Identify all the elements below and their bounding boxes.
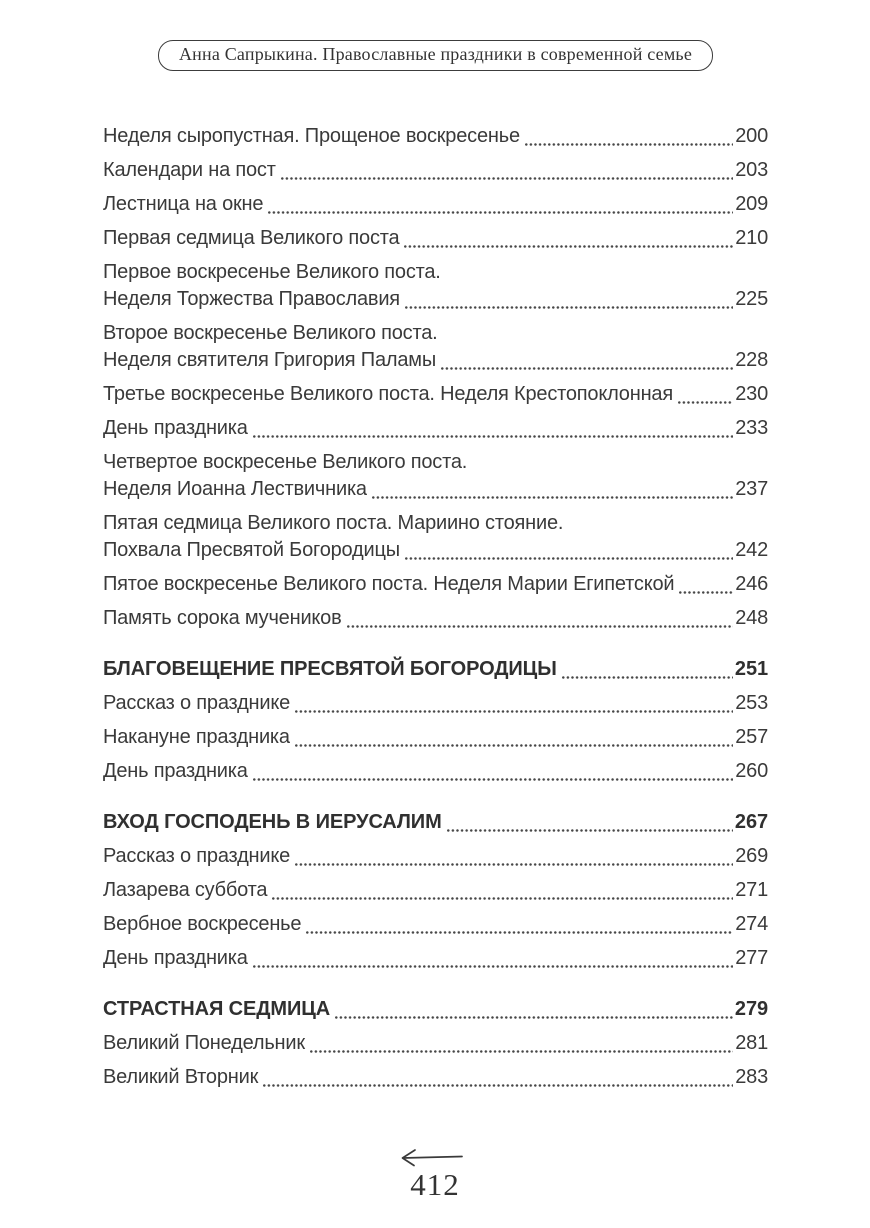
leader-dots bbox=[305, 1030, 735, 1057]
toc-entry-page: 281 bbox=[735, 1032, 768, 1054]
toc-entry-page: 233 bbox=[735, 417, 768, 439]
toc-entry[interactable] bbox=[103, 259, 768, 313]
leader-dots bbox=[342, 605, 736, 632]
toc-entry-row bbox=[103, 656, 768, 683]
toc-entry-line: Четвертое воскресенье Великого поста. bbox=[103, 451, 468, 473]
toc-entry-title: Рассказ о празднике bbox=[103, 692, 291, 714]
toc-entry-title: ВХОД ГОСПОДЕНЬ В ИЕРУСАЛИМ bbox=[103, 811, 442, 833]
toc-entry-page: 260 bbox=[735, 760, 768, 782]
toc-entry-page: 210 bbox=[735, 227, 768, 249]
toc-entry-page: 248 bbox=[735, 607, 768, 629]
leader-dots bbox=[400, 537, 735, 564]
running-header bbox=[158, 40, 713, 71]
toc-entry-page: 251 bbox=[734, 658, 768, 680]
running-header-wrap bbox=[103, 40, 768, 71]
toc-entry-title: Лестница на окне bbox=[103, 193, 264, 215]
toc-entry-page: 230 bbox=[735, 383, 768, 405]
leader-dots bbox=[301, 911, 735, 938]
toc-entry-page: 200 bbox=[735, 125, 768, 147]
toc-entry-row bbox=[103, 877, 768, 904]
leader-dots bbox=[267, 877, 735, 904]
toc-entry-title: СТРАСТНАЯ СЕДМИЦА bbox=[103, 998, 331, 1020]
toc-entry-row bbox=[103, 690, 768, 717]
toc-entry-page: 269 bbox=[735, 845, 768, 867]
toc-entry[interactable] bbox=[103, 1030, 768, 1057]
toc-entry-page: 257 bbox=[735, 726, 768, 748]
leader-dots bbox=[330, 996, 735, 1023]
toc-entry-page: 209 bbox=[735, 193, 768, 215]
leader-dots bbox=[674, 571, 735, 598]
toc-entry-title: Неделя святителя Григория Паламы bbox=[103, 349, 437, 371]
toc-entry-row bbox=[103, 945, 768, 972]
toc-entry-title: День праздника bbox=[103, 760, 248, 782]
toc-section-heading[interactable] bbox=[103, 809, 768, 836]
toc-entry-row bbox=[103, 996, 768, 1023]
toc-section-heading[interactable] bbox=[103, 996, 768, 1023]
toc-entry[interactable] bbox=[103, 157, 768, 184]
toc-entry-row bbox=[103, 476, 768, 503]
toc-entry-row bbox=[103, 191, 768, 218]
toc-entry-title: День праздника bbox=[103, 947, 248, 969]
toc-entry-page: 279 bbox=[734, 998, 768, 1020]
toc-entry-row bbox=[103, 758, 768, 785]
toc-entry[interactable] bbox=[103, 449, 768, 503]
toc-entry[interactable] bbox=[103, 690, 768, 717]
toc-entry[interactable] bbox=[103, 843, 768, 870]
toc-entry-page: 253 bbox=[735, 692, 768, 714]
toc-entry-title: Лазарева суббота bbox=[103, 879, 268, 901]
toc-entry-title: Память сорока мучеников bbox=[103, 607, 342, 629]
toc-entry-title: Похвала Пресвятой Богородицы bbox=[103, 539, 400, 561]
toc-entry-row bbox=[103, 286, 768, 313]
toc-entry-page: 271 bbox=[735, 879, 768, 901]
toc-entry-row bbox=[103, 843, 768, 870]
toc-entry-row bbox=[103, 157, 768, 184]
toc-entry-row bbox=[103, 415, 768, 442]
toc-entry-page: 242 bbox=[735, 539, 768, 561]
toc-entry-line: Пятая седмица Великого поста. Мариино стояние. bbox=[103, 512, 564, 534]
toc-entry[interactable] bbox=[103, 123, 768, 150]
toc-entry-title: БЛАГОВЕЩЕНИЕ ПРЕСВЯТОЙ БОГОРОДИЦЫ bbox=[103, 658, 557, 680]
leader-dots bbox=[673, 381, 735, 408]
toc-entry[interactable] bbox=[103, 605, 768, 632]
toc-entry-page: 267 bbox=[734, 811, 768, 833]
toc-entry-title: Неделя сыропустная. Прощеное воскресенье bbox=[103, 125, 520, 147]
toc-entry-page: 237 bbox=[735, 478, 768, 500]
toc-entry[interactable] bbox=[103, 571, 768, 598]
toc-entry-title: Пятое воскресенье Великого поста. Неделя Марии Египетской bbox=[103, 573, 675, 595]
toc-entry-title: День праздника bbox=[103, 417, 248, 439]
leader-dots bbox=[248, 945, 736, 972]
toc-entry-row bbox=[103, 724, 768, 751]
toc-entry-page: 283 bbox=[735, 1066, 768, 1088]
toc-entry-page: 225 bbox=[735, 288, 768, 310]
toc-entry-title: Календари на пост bbox=[103, 159, 276, 181]
page-number: 412 bbox=[410, 1167, 460, 1202]
toc-entry-line: Второе воскресенье Великого поста. bbox=[103, 322, 438, 344]
leader-dots bbox=[367, 476, 735, 503]
toc-entry[interactable] bbox=[103, 225, 768, 252]
toc-entry-title: Великий Вторник bbox=[103, 1066, 259, 1088]
toc-entry-row bbox=[103, 123, 768, 150]
toc-entry-title: Первая седмица Великого поста bbox=[103, 227, 400, 249]
toc-entry-page: 203 bbox=[735, 159, 768, 181]
toc-entry-title: Вербное воскресенье bbox=[103, 913, 302, 935]
toc-entry-title: Неделя Торжества Православия bbox=[103, 288, 400, 310]
toc-entry[interactable] bbox=[103, 381, 768, 408]
toc-entry-title: Накануне праздника bbox=[103, 726, 290, 748]
leader-dots bbox=[436, 347, 735, 374]
toc-entry[interactable] bbox=[103, 945, 768, 972]
leader-dots bbox=[400, 286, 735, 313]
toc-entry[interactable] bbox=[103, 911, 768, 938]
page-footer bbox=[0, 1148, 870, 1202]
toc-entry[interactable] bbox=[103, 191, 768, 218]
toc-entry[interactable] bbox=[103, 758, 768, 785]
toc-entry-row bbox=[103, 537, 768, 564]
toc-entry-row bbox=[103, 809, 768, 836]
toc-entry-page: 228 bbox=[735, 349, 768, 371]
toc-entry-row bbox=[103, 911, 768, 938]
toc-entry-row bbox=[103, 1030, 768, 1057]
toc-entry-title: Неделя Иоанна Лествичника bbox=[103, 478, 367, 500]
table-of-contents bbox=[103, 123, 768, 1091]
toc-entry-row bbox=[103, 347, 768, 374]
toc-entry[interactable] bbox=[103, 415, 768, 442]
toc-entry[interactable] bbox=[103, 877, 768, 904]
leader-dots bbox=[520, 123, 735, 150]
leader-dots bbox=[248, 758, 736, 785]
running-header-text: Анна Сапрыкина. Православные праздники в современной семье bbox=[178, 44, 693, 64]
leader-dots bbox=[442, 809, 735, 836]
toc-entry-page: 246 bbox=[735, 573, 768, 595]
toc-section-heading[interactable] bbox=[103, 656, 768, 683]
leader-dots bbox=[399, 225, 735, 252]
leader-dots bbox=[263, 191, 735, 218]
toc-entry-title: Третье воскресенье Великого поста. Неделя Крестопоклонная bbox=[103, 383, 673, 405]
left-arrow-icon bbox=[398, 1148, 464, 1168]
toc-entry-title: Великий Понедельник bbox=[103, 1032, 305, 1054]
leader-dots bbox=[290, 724, 735, 751]
leader-dots bbox=[258, 1064, 735, 1091]
toc-entry[interactable] bbox=[103, 510, 768, 564]
leader-dots bbox=[276, 157, 736, 184]
toc-entry[interactable] bbox=[103, 1064, 768, 1091]
leader-dots bbox=[557, 656, 735, 683]
leader-dots bbox=[290, 690, 735, 717]
leader-dots bbox=[248, 415, 736, 442]
toc-entry[interactable] bbox=[103, 724, 768, 751]
leader-dots bbox=[290, 843, 735, 870]
toc-entry-page: 277 bbox=[735, 947, 768, 969]
toc-entry[interactable] bbox=[103, 320, 768, 374]
toc-entry-row bbox=[103, 571, 768, 598]
toc-entry-line: Первое воскресенье Великого поста. bbox=[103, 261, 441, 283]
toc-entry-row bbox=[103, 605, 768, 632]
toc-entry-row bbox=[103, 225, 768, 252]
toc-entry-page: 274 bbox=[735, 913, 768, 935]
toc-entry-title: Рассказ о празднике bbox=[103, 845, 291, 867]
toc-entry-row bbox=[103, 381, 768, 408]
toc-entry-row bbox=[103, 1064, 768, 1091]
